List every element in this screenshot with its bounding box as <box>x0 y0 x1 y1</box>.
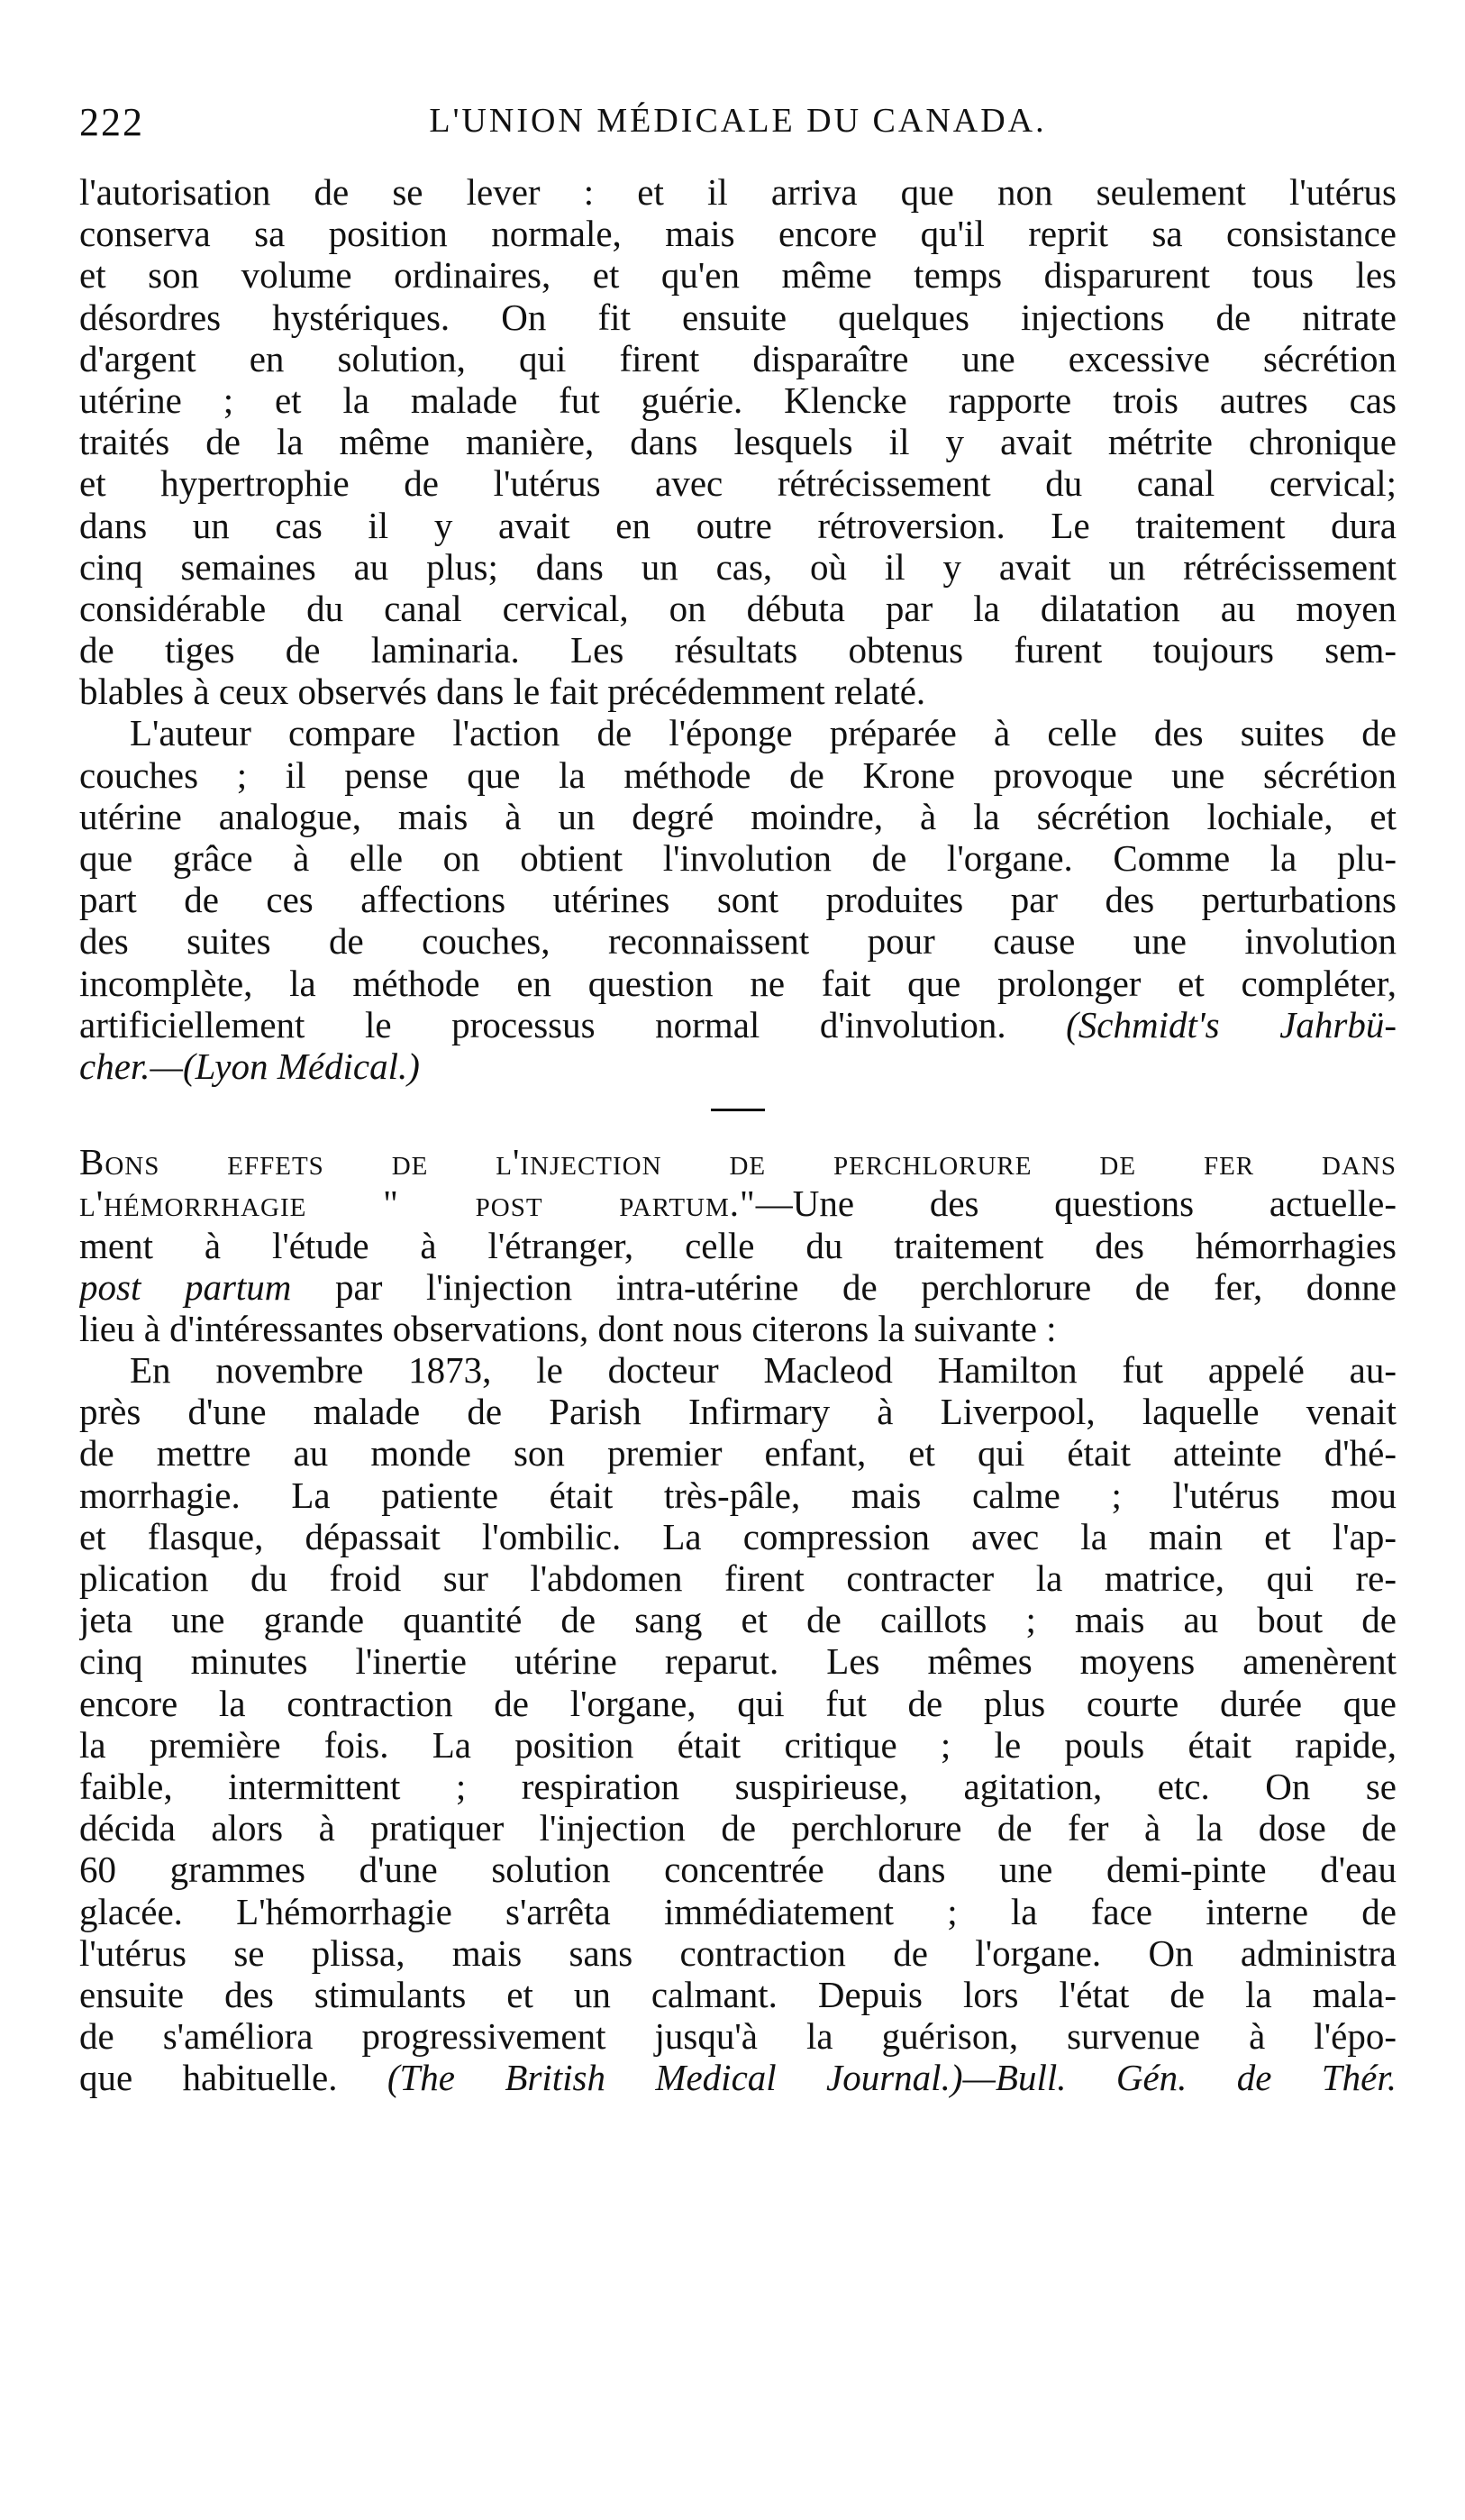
text-line: près d'une malade de Parish Infirmary à Liverpool, laquelle venait <box>79 1391 1397 1433</box>
running-head <box>79 99 1397 171</box>
text-line: décida alors à pratiquer l'injection de perchlorure de fer à la dose de <box>79 1807 1397 1849</box>
text-line: couches ; il pense que la méthode de Krone provoque une sécrétion <box>79 753 1397 796</box>
text-line: ensuite des stimulants et un calmant. Depuis lors l'état de la mala- <box>79 1973 1397 2015</box>
italic-term: post partum <box>79 1265 292 1308</box>
text-line: encore la contraction de l'organe, qui fut de plus courte durée que <box>79 1682 1397 1724</box>
text-line: utérine analogue, mais à un degré moindre, à la sécrétion lochiale, et <box>79 795 1397 837</box>
text-line: incomplète, la méthode en question ne fait que prolonger et compléter, <box>79 962 1397 1004</box>
article-perchlorure <box>79 1141 1397 1349</box>
text-line: la première fois. La position était critique ; le pouls était rapide, <box>79 1723 1397 1766</box>
text-line: L'auteur compare l'action de l'éponge préparée à celle des suites de <box>130 712 1397 754</box>
document-page <box>79 99 1397 2488</box>
article-heading-continued: l'hémorrhagie " post partum." <box>79 1182 756 1225</box>
text-line: des suites de couches, reconnaissent pour cause une involution <box>79 920 1397 963</box>
text-line: considérable du canal cervical, on débuta par la dilatation au moyen <box>79 587 1397 629</box>
text-line <box>79 1182 1397 1224</box>
text-line: de tiges de laminaria. Les résultats obtenus furent toujours sem- <box>79 629 1397 671</box>
page-number: 222 <box>79 100 144 144</box>
text-line: et son volume ordinaires, et qu'en même temps disparurent tous les <box>79 254 1397 297</box>
text-line: En novembre 1873, le docteur Macleod Hamilton fut appelé au- <box>130 1349 1397 1392</box>
text-run: —Une des questions actuelle- <box>755 1182 1397 1225</box>
citation-italic: (Schmidt's Jahrbü- <box>1066 1003 1397 1045</box>
paragraph-hamilton-case <box>79 1349 1397 2098</box>
text-line: que grâce à elle on obtient l'involution de l'organe. Comme la plu- <box>79 837 1397 879</box>
final-line <box>79 2057 1397 2098</box>
text-line: morrhagie. La patiente était très-pâle, mais calme ; l'utérus mou <box>79 1474 1397 1516</box>
source-citation: —Bull. Gén. de Thér. <box>962 2057 1397 2099</box>
text-run: que habituelle. <box>79 2057 338 2099</box>
text-line: lieu à d'intéressantes observations, dont nous citerons la suivante : <box>79 1307 1057 1349</box>
article-heading: Bons effets de l'injection de perchlorure de fer dans <box>79 1141 1397 1183</box>
text-line: et flasque, dépassait l'ombilic. La compression avec la main et l'ap- <box>79 1515 1397 1557</box>
text-line: blables à ceux observés dans le fait précédemment relaté. <box>79 671 926 713</box>
text-line: l'autorisation de se lever : et il arriva que non seulement l'utérus <box>79 171 1397 213</box>
text-line: dans un cas il y avait en outre rétroversion. Le traitement dura <box>79 504 1397 546</box>
text-line: d'argent en solution, qui firent disparaître une excessive sécrétion <box>79 337 1397 379</box>
divider-rule <box>711 1109 765 1111</box>
text-run: artificiellement le processus normal d'involution. <box>79 1003 1006 1045</box>
text-line: de s'améliora progressivement jusqu'à la guérison, survenue à l'épo- <box>79 2015 1397 2058</box>
text-line: cinq semaines au plus; dans un cas, où il y avait un rétrécissement <box>79 545 1397 588</box>
text-line: l'utérus se plissa, mais sans contraction de l'organe. On administra <box>79 1931 1397 1974</box>
text-line: désordres hystériques. On fit ensuite quelques injections de nitrate <box>79 296 1397 338</box>
journal-title: L'UNION MÉDICALE DU CANADA. <box>429 102 1047 140</box>
text-line: et hypertrophie de l'utérus avec rétrécissement du canal cervical; <box>79 462 1397 505</box>
text-line: conserva sa position normale, mais encore qu'il reprit sa consistance <box>79 213 1397 255</box>
text-line: de mettre au monde son premier enfant, et qui était atteinte d'hé- <box>79 1432 1397 1475</box>
text-line: jeta une grande quantité de sang et de caillots ; mais au bout de <box>79 1599 1397 1641</box>
text-line: ment à l'étude à l'étranger, celle du traitement des hémorrhagies <box>79 1224 1397 1266</box>
citation-line: cher.—(Lyon Médical.) <box>79 1045 420 1087</box>
text-line: part de ces affections utérines sont produites par des perturbations <box>79 879 1397 921</box>
paragraph-author-comparison <box>79 712 1397 1087</box>
text-line: cinq minutes l'inertie utérine reparut. Les mêmes moyens amenèrent <box>79 1640 1397 1683</box>
text-line: post partum par l'injection intra-utérine de perchlorure de fer, donne <box>79 1265 1397 1308</box>
citation-italic: (The British Medical Journal.) <box>387 2057 963 2099</box>
text-line: glacée. L'hémorrhagie s'arrêta immédiatement ; la face interne de <box>79 1890 1397 1932</box>
text-line: 60 grammes d'une solution concentrée dans une demi-pinte d'eau <box>79 1849 1397 1891</box>
text-line <box>79 1004 1397 1045</box>
text-line: traités de la même manière, dans lesquels il y avait métrite chronique <box>79 421 1397 463</box>
section-divider <box>79 1087 1397 1141</box>
text-line: utérine ; et la malade fut guérie. Klencke rapporte trois autres cas <box>79 379 1397 421</box>
text-line: faible, intermittent ; respiration suspirieuse, agitation, etc. On se <box>79 1765 1397 1807</box>
text-line: plication du froid sur l'abdomen firent contracter la matrice, qui re- <box>79 1557 1397 1599</box>
paragraph-klencke <box>79 171 1397 712</box>
